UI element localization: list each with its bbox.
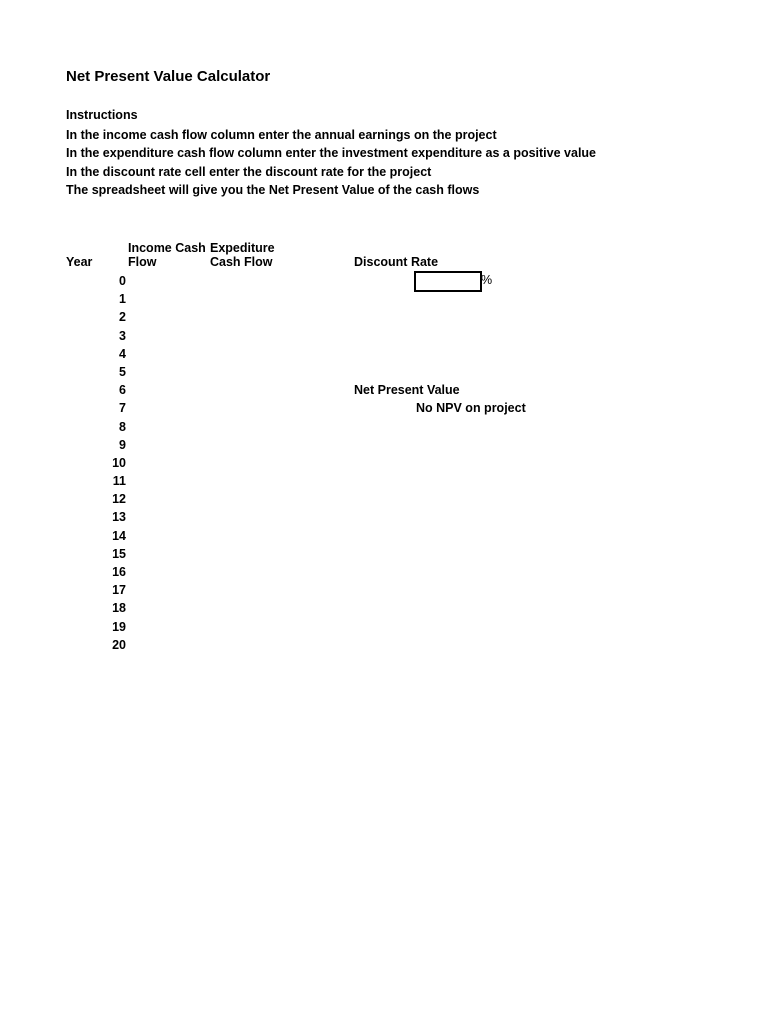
year-cell: 7 — [119, 401, 126, 416]
expenditure-header-line: Expediture — [210, 241, 275, 255]
instruction-line: In the income cash flow column enter the annual earnings on the project — [66, 128, 497, 142]
year-cell: 17 — [112, 583, 126, 598]
year-cell: 1 — [119, 292, 126, 307]
year-cell: 14 — [112, 528, 126, 543]
year-cell: 16 — [112, 565, 126, 579]
percent-sign: % — [481, 273, 493, 287]
year-list — [96, 272, 126, 654]
npv-result: No NPV on project — [416, 401, 526, 415]
discount-rate-label: Discount Rate — [354, 255, 439, 269]
year-cell: 11 — [112, 474, 126, 489]
expenditure-header-line: Cash Flow — [210, 255, 273, 269]
year-column-header: Year — [66, 255, 93, 269]
income-header-line: Income Cash — [128, 241, 206, 255]
instructions-heading: Instructions — [66, 108, 138, 122]
year-cell: 0 — [119, 274, 126, 288]
year-cell: 5 — [119, 364, 126, 379]
year-cell: 9 — [119, 437, 126, 452]
year-cell: 19 — [112, 619, 126, 634]
income-cash-flow-header — [128, 241, 206, 269]
year-cell: 12 — [112, 492, 126, 507]
income-header-line: Flow — [128, 255, 157, 269]
year-cell: 15 — [112, 546, 126, 561]
year-cell: 4 — [119, 346, 126, 361]
instruction-line: In the discount rate cell enter the discount rate for the project — [66, 164, 432, 179]
discount-rate-input[interactable] — [414, 271, 482, 292]
expenditure-cash-flow-header — [210, 241, 275, 269]
year-cell: 6 — [119, 383, 126, 398]
instruction-line: The spreadsheet will give you the Net Present Value of the cash flows — [66, 182, 480, 197]
year-cell: 2 — [119, 310, 126, 325]
year-cell: 10 — [112, 455, 126, 470]
year-cell: 20 — [112, 637, 126, 652]
instructions-list — [66, 126, 596, 199]
year-cell: 13 — [112, 510, 126, 525]
instruction-line: In the expenditure cash flow column enter the investment expenditure as a positive value — [66, 146, 596, 161]
page-title: Net Present Value Calculator — [66, 68, 271, 85]
npv-label: Net Present Value — [354, 383, 460, 397]
year-cell: 18 — [112, 601, 126, 616]
year-cell: 3 — [119, 328, 126, 343]
year-cell: 8 — [119, 419, 126, 434]
